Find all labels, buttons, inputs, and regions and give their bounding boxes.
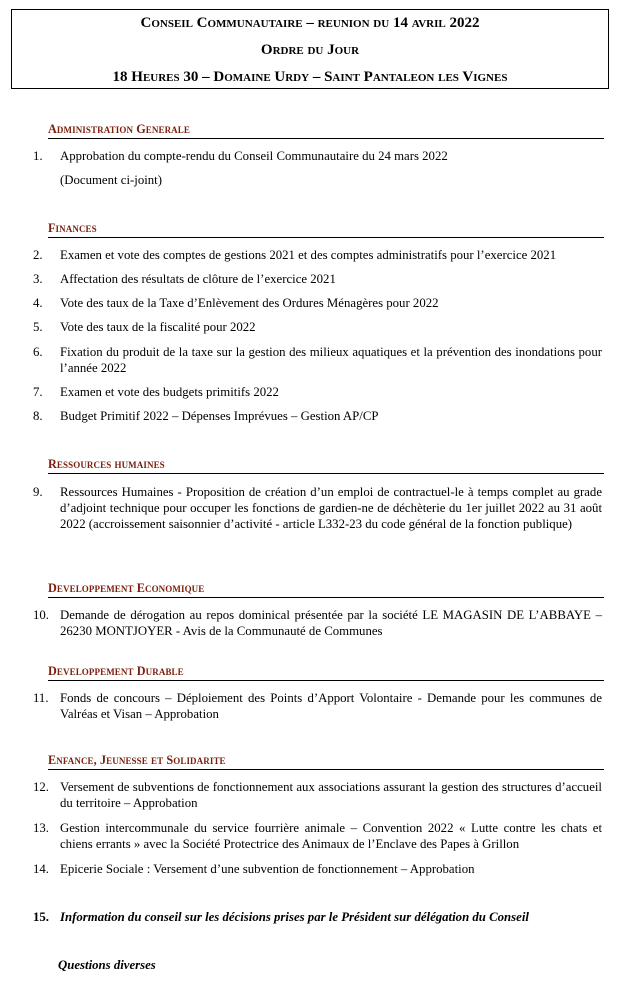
agenda-item-8 (33, 408, 602, 424)
item-number: 11. (33, 691, 49, 705)
item-text: Information du conseil sur les décisions prises par le Président sur délégation du Conseil (60, 910, 529, 924)
item-text: Vote des taux de la fiscalité pour 2022 (60, 320, 256, 334)
agenda-item-15 (33, 909, 602, 925)
header-subtitle: Ordre du Jour (260, 42, 360, 58)
item-text: Demande de dérogation au repos dominical présentée par la société LE MAGASIN DE L’ABBAYE – 26230 MONTJOYER - Avis de la Communauté de Communes (60, 608, 602, 638)
item-text: Examen et vote des comptes de gestions 2021 et des comptes administratifs pour l’exercice 2021 (60, 248, 557, 262)
item-number: 15. (33, 910, 49, 924)
agenda-item-2 (33, 247, 602, 263)
agenda-item-14 (33, 861, 602, 877)
agenda-item-9 (33, 484, 602, 532)
section-developpement-economique: Developpement Economique (48, 581, 604, 598)
section-developpement-durable: Developpement Durable (48, 664, 604, 681)
item-number: 12. (33, 780, 49, 794)
section-ressources-humaines: Ressources humaines (48, 457, 604, 474)
item-number: 14. (33, 862, 49, 876)
item-number: 1. (33, 149, 43, 163)
agenda-item-4 (33, 295, 602, 311)
header-box (11, 9, 609, 89)
section-administration: Administration Generale (48, 122, 604, 139)
item-number: 7. (33, 385, 43, 399)
item-number: 13. (33, 821, 49, 835)
agenda-item-13 (33, 820, 602, 852)
header-location: 18 Heures 30 – Domaine Urdy – Saint Pantaleon les Vignes (112, 69, 508, 85)
item-text: Versement de subventions de fonctionnement aux associations assurant la gestion des structures d’accueil du territoire – Approbation (60, 780, 602, 810)
questions-diverses: Questions diverses (58, 958, 156, 972)
item-text: Fonds de concours – Déploiement des Points d’Apport Volontaire - Demande pour les communes de Valréas et Visan – Approbation (60, 691, 602, 721)
item-number: 9. (33, 485, 43, 499)
agenda-item-7 (33, 384, 602, 400)
agenda-item-3 (33, 271, 602, 287)
item-text: Vote des taux de la Taxe d’Enlèvement des Ordures Ménagères pour 2022 (60, 296, 439, 310)
header-title: Conseil Communautaire – reunion du 14 avril 2022 (140, 15, 480, 31)
agenda-item-11 (33, 690, 602, 722)
item-text: Examen et vote des budgets primitifs 2022 (60, 385, 279, 399)
item-number: 6. (33, 345, 43, 359)
item-text: Epicerie Sociale : Versement d’une subvention de fonctionnement – Approbation (60, 862, 475, 876)
item-number: 3. (33, 272, 43, 286)
item-1-note: (Document ci-joint) (60, 173, 162, 187)
item-text: Gestion intercommunale du service fourrière animale – Convention 2022 « Lutte contre les chats et chiens errants » avec la Société Protectrice des Animaux de l’Enclave des Papes à Grillon (60, 821, 602, 851)
agenda-item-1 (33, 148, 602, 164)
section-finances: Finances (48, 221, 604, 238)
item-text: Ressources Humaines - Proposition de création d’un emploi de contractuel-le à temps complet au grade d’adjoint technique pour occuper les fonctions de gardien-ne de déchèterie du 1er juillet 2022 au 31 août 2022 (accroissement saisonnier d’activité - article L332-23 du code général de la fonction publique) (60, 485, 602, 531)
item-number: 8. (33, 409, 43, 423)
item-text: Approbation du compte-rendu du Conseil Communautaire du 24 mars 2022 (60, 149, 448, 163)
item-text: Budget Primitif 2022 – Dépenses Imprévues – Gestion AP/CP (60, 409, 379, 423)
agenda-item-10 (33, 607, 602, 639)
agenda-item-6 (33, 344, 602, 376)
agenda-item-12 (33, 779, 602, 811)
item-number: 4. (33, 296, 43, 310)
item-number: 5. (33, 320, 43, 334)
item-number: 10. (33, 608, 49, 622)
item-text: Affectation des résultats de clôture de l’exercice 2021 (60, 272, 336, 286)
item-text: Fixation du produit de la taxe sur la gestion des milieux aquatiques et la prévention des inondations pour l’année 2022 (60, 345, 602, 375)
agenda-item-5 (33, 319, 602, 335)
item-number: 2. (33, 248, 43, 262)
section-enfance-jeunesse-solidarite: Enfance, Jeunesse et Solidarite (48, 753, 604, 770)
